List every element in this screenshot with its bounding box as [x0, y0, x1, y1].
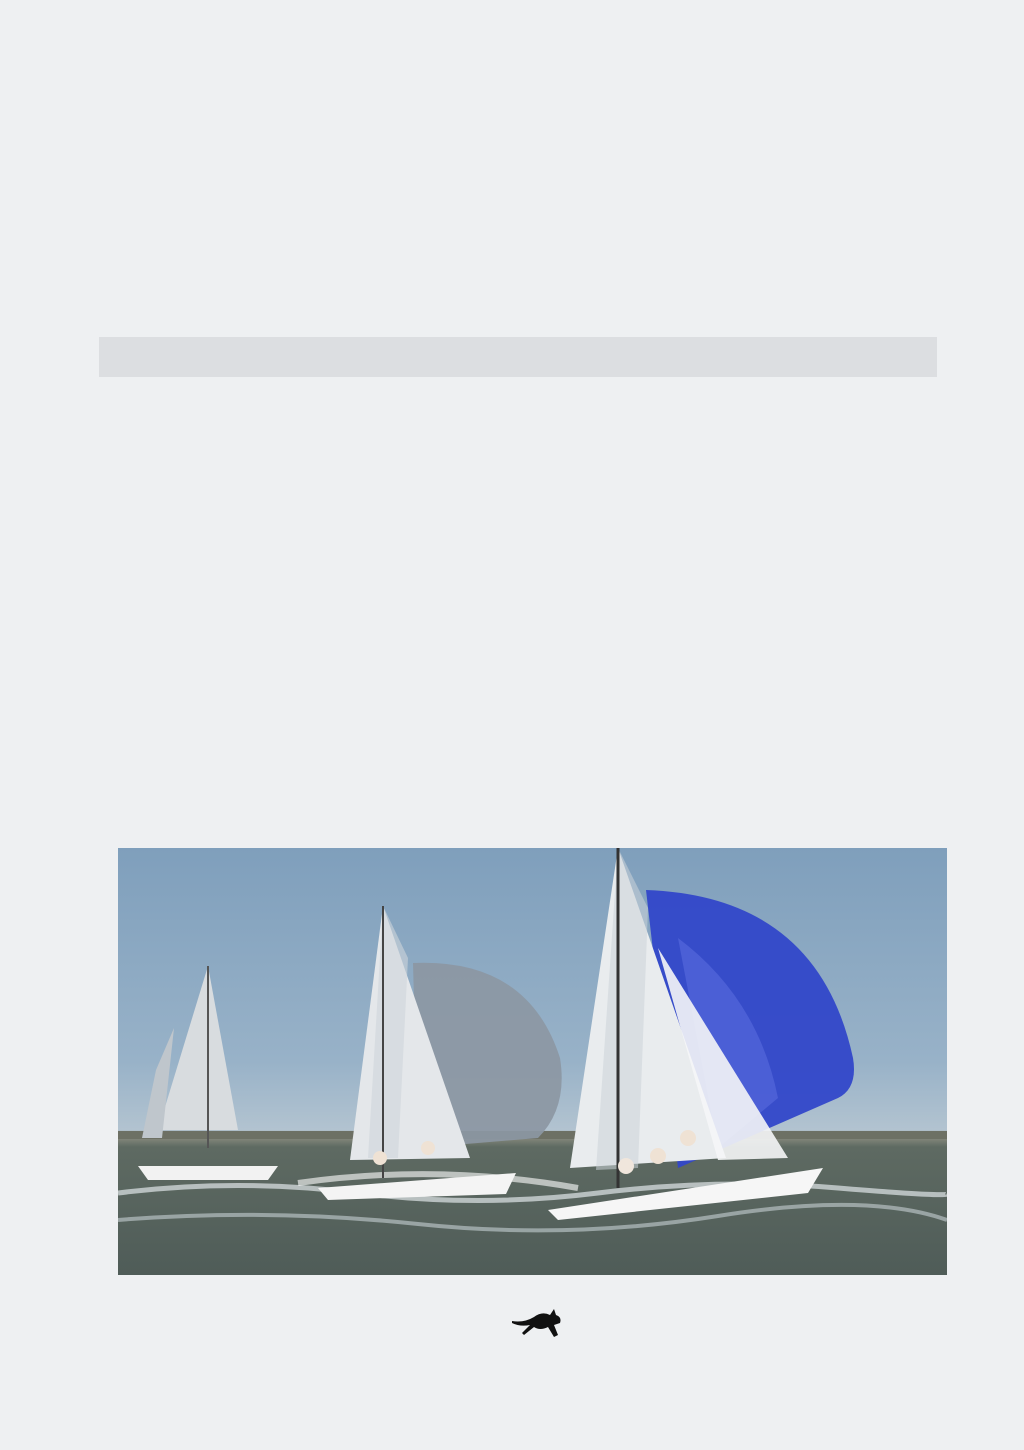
sailing-photo-illustration [118, 848, 947, 1275]
bishop-trophy-banner [99, 337, 937, 377]
boat3-crew-3 [680, 1130, 696, 1146]
wake-2 [118, 1205, 947, 1230]
boat1-hull [138, 1166, 278, 1180]
wake-1 [118, 1184, 947, 1201]
boat3-crew-2 [650, 1148, 666, 1164]
kangaroo-icon [510, 1305, 566, 1339]
boat2-crew-2 [421, 1141, 435, 1155]
boat3-crew-1 [618, 1158, 634, 1174]
boat2-crew-1 [373, 1151, 387, 1165]
sailing-photo [118, 848, 947, 1275]
